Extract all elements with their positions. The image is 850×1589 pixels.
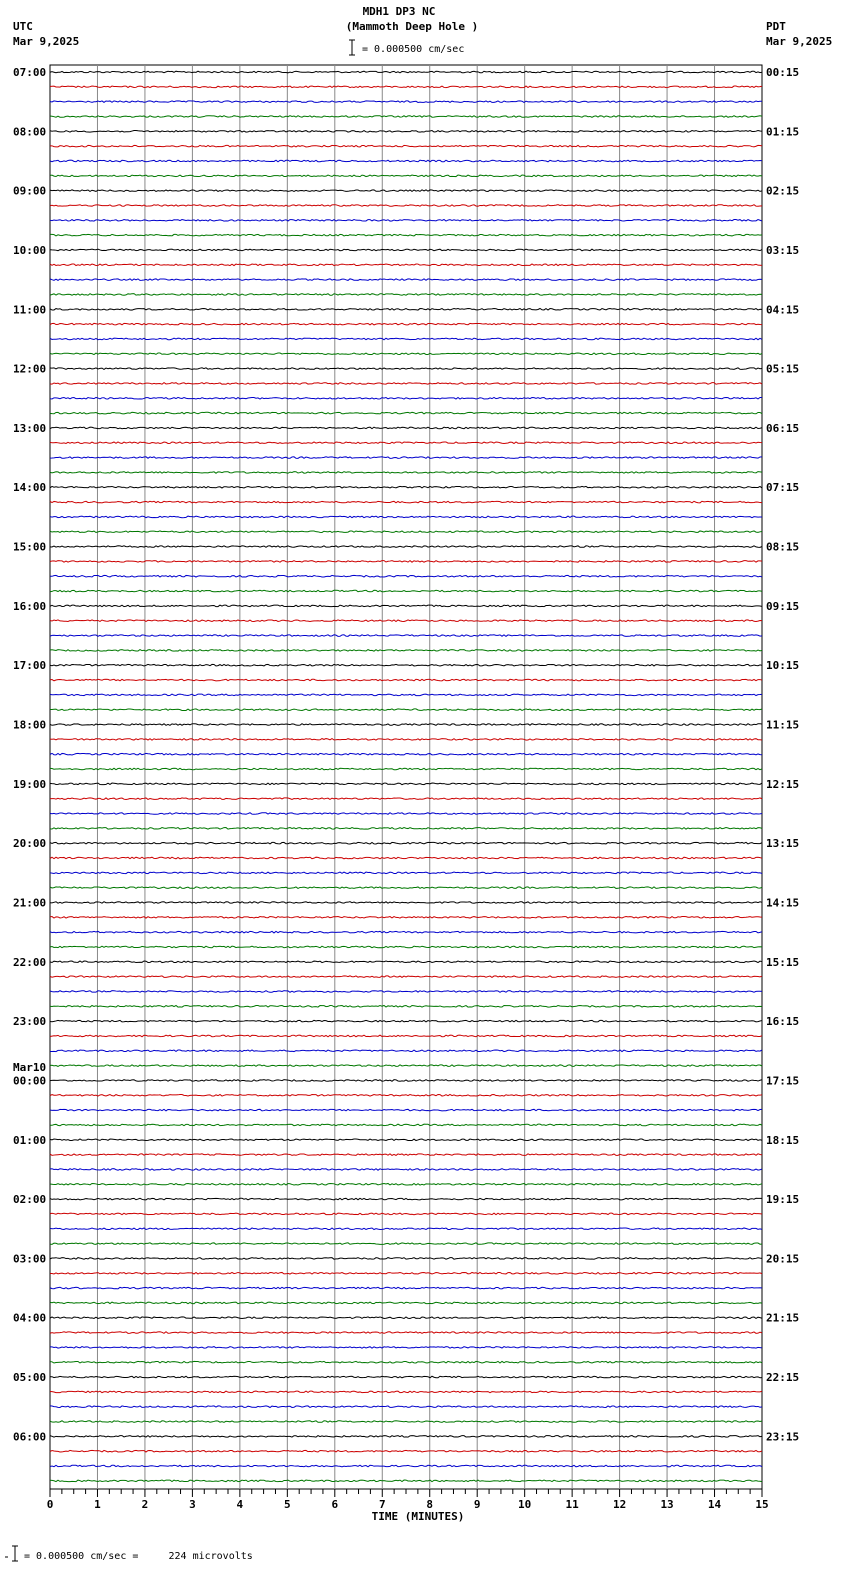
x-tick-label: 8 [426, 1498, 434, 1511]
footer-scale-text: = 0.000500 cm/sec = 224 microvolts [24, 1551, 253, 1562]
left-date: Mar 9,2025 [13, 35, 80, 48]
right-date: Mar 9,2025 [766, 35, 833, 48]
pdt-label: 12:15 [766, 777, 800, 791]
station-location: (Mammoth Deep Hole ) [345, 20, 479, 33]
trace-94 [50, 1465, 762, 1467]
trace-47 [50, 768, 762, 770]
pdt-label: 07:15 [766, 481, 800, 495]
x-tick-label: 15 [755, 1498, 769, 1511]
seismic-traces [50, 71, 762, 1481]
trace-79 [50, 1243, 762, 1245]
trace-33 [50, 561, 762, 563]
right-timezone: PDT [766, 20, 786, 33]
trace-7 [50, 175, 762, 177]
trace-29 [50, 501, 762, 503]
pdt-label: 15:15 [766, 955, 800, 969]
trace-92 [50, 1436, 762, 1438]
trace-89 [50, 1391, 762, 1393]
utc-label: 06:00 [13, 1430, 47, 1444]
trace-77 [50, 1213, 762, 1215]
trace-67 [50, 1065, 762, 1067]
x-tick-label: 7 [378, 1498, 386, 1511]
utc-label: 18:00 [13, 718, 47, 732]
station-title: MDH1 DP3 NC [362, 5, 436, 18]
trace-50 [50, 813, 762, 815]
trace-6 [50, 160, 762, 162]
trace-54 [50, 872, 762, 874]
trace-43 [50, 709, 762, 711]
trace-0 [50, 71, 762, 73]
trace-14 [50, 279, 762, 281]
x-tick-label: 14 [707, 1498, 722, 1511]
utc-label: 22:00 [13, 955, 47, 969]
pdt-label: 02:15 [766, 184, 800, 198]
trace-86 [50, 1347, 762, 1349]
utc-label: 23:00 [13, 1015, 47, 1029]
utc-label: 02:00 [13, 1193, 47, 1207]
pdt-label: 06:15 [766, 421, 800, 435]
utc-label: 09:00 [13, 184, 47, 198]
utc-label: 14:00 [13, 481, 47, 495]
utc-label: 12:00 [13, 362, 47, 376]
trace-90 [50, 1406, 762, 1408]
trace-88 [50, 1376, 762, 1378]
x-tick-label: 0 [46, 1498, 54, 1511]
trace-18 [50, 338, 762, 340]
trace-59 [50, 946, 762, 948]
trace-35 [50, 590, 762, 592]
trace-31 [50, 531, 762, 533]
utc-hour-labels [13, 66, 46, 1443]
trace-56 [50, 902, 762, 904]
utc-label: 04:00 [13, 1311, 47, 1325]
pdt-label: 08:15 [766, 540, 800, 554]
trace-26 [50, 457, 762, 459]
utc-label: 00:00 [13, 1074, 47, 1088]
trace-34 [50, 575, 762, 577]
trace-3 [50, 116, 762, 118]
trace-11 [50, 234, 762, 236]
utc-label: 21:00 [13, 896, 47, 910]
trace-9 [50, 205, 762, 207]
trace-65 [50, 1035, 762, 1037]
trace-45 [50, 739, 762, 741]
trace-2 [50, 101, 762, 103]
pdt-label: 20:15 [766, 1252, 800, 1266]
trace-20 [50, 368, 762, 370]
trace-27 [50, 472, 762, 474]
trace-12 [50, 249, 762, 251]
trace-64 [50, 1020, 762, 1022]
trace-48 [50, 783, 762, 785]
pdt-label: 13:15 [766, 837, 800, 851]
trace-52 [50, 842, 762, 844]
pdt-label: 11:15 [766, 718, 800, 732]
trace-53 [50, 857, 762, 859]
trace-82 [50, 1287, 762, 1289]
trace-81 [50, 1272, 762, 1274]
trace-23 [50, 412, 762, 414]
x-tick-label: 2 [141, 1498, 149, 1511]
trace-80 [50, 1258, 762, 1260]
pdt-label: 00:15 [766, 66, 800, 79]
trace-25 [50, 442, 762, 444]
trace-75 [50, 1183, 762, 1185]
trace-30 [50, 516, 762, 518]
trace-10 [50, 220, 762, 222]
trace-68 [50, 1080, 762, 1082]
pdt-label: 09:15 [766, 599, 800, 613]
trace-70 [50, 1109, 762, 1111]
pdt-hour-labels [766, 66, 799, 1443]
day-change-label: Mar10 [13, 1061, 47, 1074]
trace-22 [50, 397, 762, 399]
x-tick-label: 11 [565, 1498, 579, 1511]
utc-label: 16:00 [13, 599, 47, 613]
utc-label: 15:00 [13, 540, 47, 554]
trace-73 [50, 1154, 762, 1156]
trace-38 [50, 635, 762, 637]
footer-scale-icon [5, 1546, 18, 1561]
trace-57 [50, 917, 762, 919]
trace-41 [50, 679, 762, 681]
trace-24 [50, 427, 762, 429]
x-tick-label: 3 [189, 1498, 196, 1511]
trace-49 [50, 798, 762, 800]
x-axis [47, 1489, 769, 1511]
trace-42 [50, 694, 762, 696]
utc-label: 08:00 [13, 125, 47, 139]
utc-label: 01:00 [13, 1133, 47, 1147]
utc-label: 11:00 [13, 303, 47, 317]
trace-55 [50, 887, 762, 889]
x-tick-label: 12 [612, 1498, 627, 1511]
trace-93 [50, 1450, 762, 1452]
trace-95 [50, 1480, 762, 1482]
trace-4 [50, 131, 762, 133]
trace-39 [50, 650, 762, 652]
trace-13 [50, 264, 762, 266]
pdt-label: 22:15 [766, 1371, 800, 1384]
trace-58 [50, 931, 762, 933]
trace-28 [50, 486, 762, 488]
trace-1 [50, 86, 762, 88]
trace-5 [50, 145, 762, 147]
trace-91 [50, 1421, 762, 1423]
pdt-label: 03:15 [766, 244, 800, 257]
x-tick-label: 6 [331, 1498, 339, 1511]
x-tick-label: 13 [660, 1498, 674, 1511]
trace-16 [50, 308, 762, 310]
utc-label: 19:00 [13, 777, 47, 791]
scale-bar-icon [349, 40, 355, 55]
trace-37 [50, 620, 762, 622]
trace-85 [50, 1332, 762, 1334]
trace-84 [50, 1317, 762, 1319]
trace-69 [50, 1094, 762, 1096]
utc-label: 10:00 [13, 244, 47, 257]
x-tick-label: 9 [473, 1498, 481, 1511]
trace-51 [50, 828, 762, 830]
trace-21 [50, 383, 762, 385]
left-timezone: UTC [13, 20, 33, 33]
x-tick-label: 4 [236, 1498, 244, 1511]
trace-8 [50, 190, 762, 192]
trace-15 [50, 294, 762, 296]
trace-83 [50, 1302, 762, 1304]
x-tick-label: 5 [284, 1498, 291, 1511]
trace-17 [50, 323, 762, 325]
trace-66 [50, 1050, 762, 1052]
pdt-label: 14:15 [766, 896, 800, 910]
trace-19 [50, 353, 762, 355]
pdt-label: 16:15 [766, 1015, 800, 1029]
trace-46 [50, 753, 762, 755]
pdt-label: 21:15 [766, 1311, 800, 1325]
pdt-label: 10:15 [766, 659, 800, 673]
pdt-label: 04:15 [766, 303, 800, 317]
trace-71 [50, 1124, 762, 1126]
x-tick-label: 10 [518, 1498, 532, 1511]
trace-36 [50, 605, 762, 607]
trace-40 [50, 664, 762, 666]
utc-label: 05:00 [13, 1371, 47, 1384]
trace-72 [50, 1139, 762, 1141]
trace-76 [50, 1198, 762, 1200]
scale-text: = 0.000500 cm/sec [362, 44, 465, 55]
trace-61 [50, 976, 762, 978]
trace-32 [50, 546, 762, 548]
pdt-label: 19:15 [766, 1193, 800, 1207]
pdt-label: 17:15 [766, 1074, 800, 1088]
trace-62 [50, 991, 762, 993]
utc-label: 07:00 [13, 66, 47, 79]
utc-label: 17:00 [13, 659, 47, 673]
trace-78 [50, 1228, 762, 1230]
utc-label: 20:00 [13, 837, 47, 851]
trace-63 [50, 1005, 762, 1007]
utc-label: 13:00 [13, 421, 47, 435]
x-tick-label: 1 [94, 1498, 101, 1511]
pdt-label: 23:15 [766, 1430, 800, 1444]
trace-60 [50, 961, 762, 963]
trace-87 [50, 1361, 762, 1363]
trace-74 [50, 1169, 762, 1171]
trace-44 [50, 724, 762, 726]
utc-label: 03:00 [13, 1252, 47, 1266]
pdt-label: 18:15 [766, 1133, 800, 1147]
pdt-label: 01:15 [766, 125, 800, 139]
x-axis-label: TIME (MINUTES) [371, 1510, 465, 1523]
pdt-label: 05:15 [766, 362, 800, 376]
